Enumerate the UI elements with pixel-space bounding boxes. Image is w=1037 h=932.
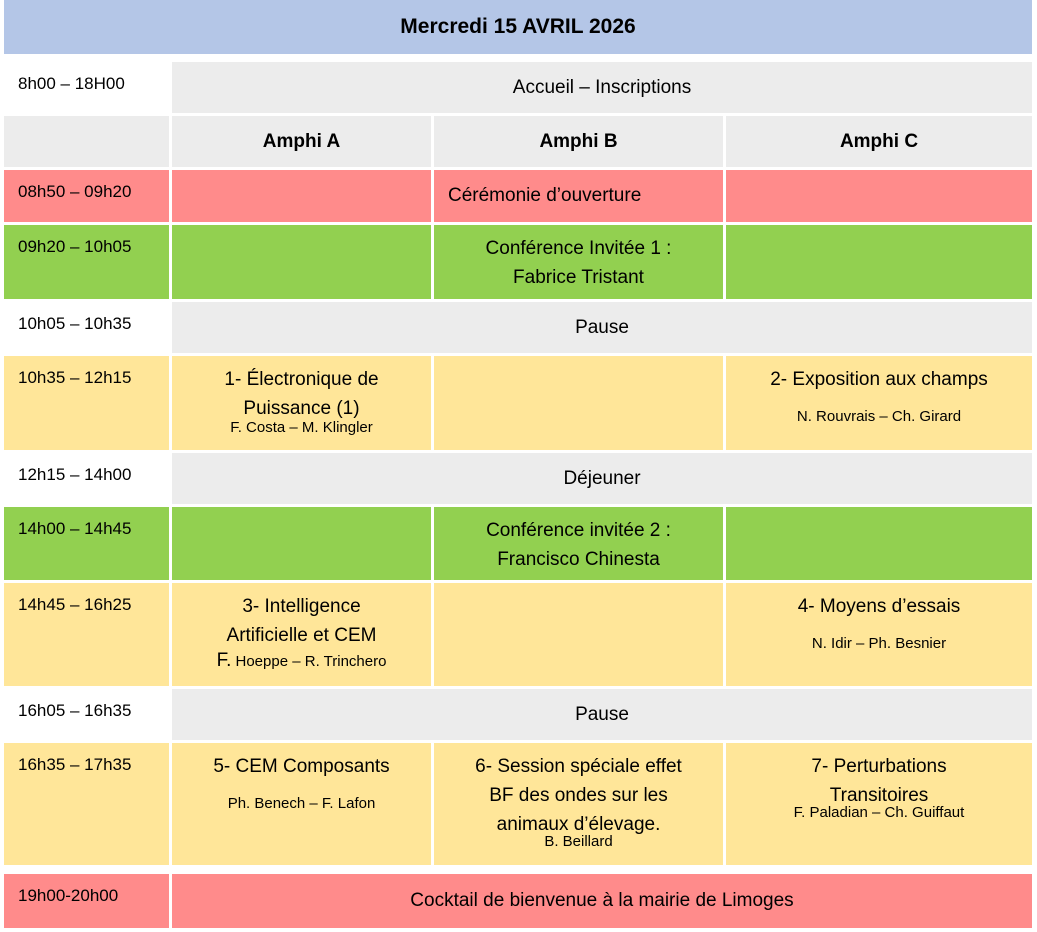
pause-cell xyxy=(172,302,1032,353)
room-header-c: Amphi C xyxy=(726,116,1032,167)
session-6-title-line2: BF des ondes sur les xyxy=(489,785,668,806)
time-cell: 09h20 – 10h05 xyxy=(4,225,169,299)
accueil-cell xyxy=(172,62,1032,113)
room-header-b: Amphi B xyxy=(434,116,723,167)
dejeuner-label: Déjeuner xyxy=(563,467,641,489)
session-3-chairs xyxy=(217,650,387,672)
dejeuner-cell xyxy=(172,453,1032,504)
time-cell: 19h00-20h00 xyxy=(4,874,169,928)
time-cell: 12h15 – 14h00 xyxy=(4,453,169,504)
session-5-title: 5- CEM Composants xyxy=(213,756,390,777)
time-cell: 16h35 – 17h35 xyxy=(4,743,169,865)
session-1-chairs: F. Costa – M. Klingler xyxy=(230,419,373,436)
session-1-title-line2: Puissance (1) xyxy=(243,398,360,419)
pause-label: Pause xyxy=(575,316,629,338)
session-4-cell xyxy=(726,583,1032,686)
ceremonie-cell xyxy=(434,170,723,222)
time-cell: 10h05 – 10h35 xyxy=(4,302,169,353)
cocktail-cell xyxy=(172,874,1032,928)
empty-cell-a xyxy=(172,170,431,222)
session-7-chairs: F. Paladian – Ch. Guiffaut xyxy=(793,804,965,821)
session-1-cell xyxy=(172,356,431,450)
session-3-title-line1: 3- Intelligence xyxy=(242,596,361,617)
cocktail-label: Cocktail de bienvenue à la mairie de Limoges xyxy=(410,890,794,911)
pause-label: Pause xyxy=(575,703,629,725)
time-cell: 14h00 – 14h45 xyxy=(4,507,169,580)
session-4-title: 4- Moyens d’essais xyxy=(797,596,961,617)
empty-cell-c xyxy=(726,225,1032,299)
time-cell: 16h05 – 16h35 xyxy=(4,689,169,740)
time-cell: 10h35 – 12h15 xyxy=(4,356,169,450)
conference-2-speaker: Francisco Chinesta xyxy=(497,549,660,570)
session-5-cell xyxy=(172,743,431,865)
session-6-title-line1: 6- Session spéciale effet xyxy=(475,756,682,777)
session-3-chairs-initial: F. xyxy=(216,650,232,671)
session-1-title-line1: 1- Électronique de xyxy=(224,369,379,390)
conference-1-title: Conférence Invitée 1 : xyxy=(485,238,672,259)
session-7-title-line2: Transitoires xyxy=(829,785,929,806)
session-3-chairs-names: Hoeppe – R. Trinchero xyxy=(231,653,387,670)
session-2-title: 2- Exposition aux champs xyxy=(770,369,988,390)
empty-cell-c xyxy=(726,507,1032,580)
session-2-cell xyxy=(726,356,1032,450)
conference-1-speaker: Fabrice Tristant xyxy=(513,267,644,288)
conference-2-cell xyxy=(434,507,723,580)
session-7-cell xyxy=(726,743,1032,865)
session-6-title-line3: animaux d’élevage. xyxy=(496,814,661,835)
session-5-chairs: Ph. Benech – F. Lafon xyxy=(227,795,376,812)
empty-cell-c xyxy=(726,170,1032,222)
conference-2-title: Conférence invitée 2 : xyxy=(486,520,671,541)
session-3-cell xyxy=(172,583,431,686)
session-4-chairs: N. Idir – Ph. Besnier xyxy=(811,635,947,652)
ceremonie-label: Cérémonie d’ouverture xyxy=(448,185,642,206)
time-cell: 8h00 – 18H00 xyxy=(4,62,169,113)
page-title: Mercredi 15 AVRIL 2026 xyxy=(4,0,1032,54)
session-6-cell xyxy=(434,743,723,865)
accueil-label: Accueil – Inscriptions xyxy=(512,76,692,98)
empty-cell-a xyxy=(172,507,431,580)
room-header-a: Amphi A xyxy=(172,116,431,167)
session-6-chairs: B. Beillard xyxy=(544,833,613,850)
time-cell: 08h50 – 09h20 xyxy=(4,170,169,222)
empty-cell-b xyxy=(434,583,723,686)
conference-1-cell xyxy=(434,225,723,299)
pause-cell xyxy=(172,689,1032,740)
empty-cell-b xyxy=(434,356,723,450)
time-cell-empty xyxy=(4,116,169,167)
session-2-chairs: N. Rouvrais – Ch. Girard xyxy=(796,408,962,425)
time-cell: 14h45 – 16h25 xyxy=(4,583,169,686)
session-7-title-line1: 7- Perturbations xyxy=(811,756,947,777)
session-3-title-line2: Artificielle et CEM xyxy=(226,625,377,646)
empty-cell-a xyxy=(172,225,431,299)
